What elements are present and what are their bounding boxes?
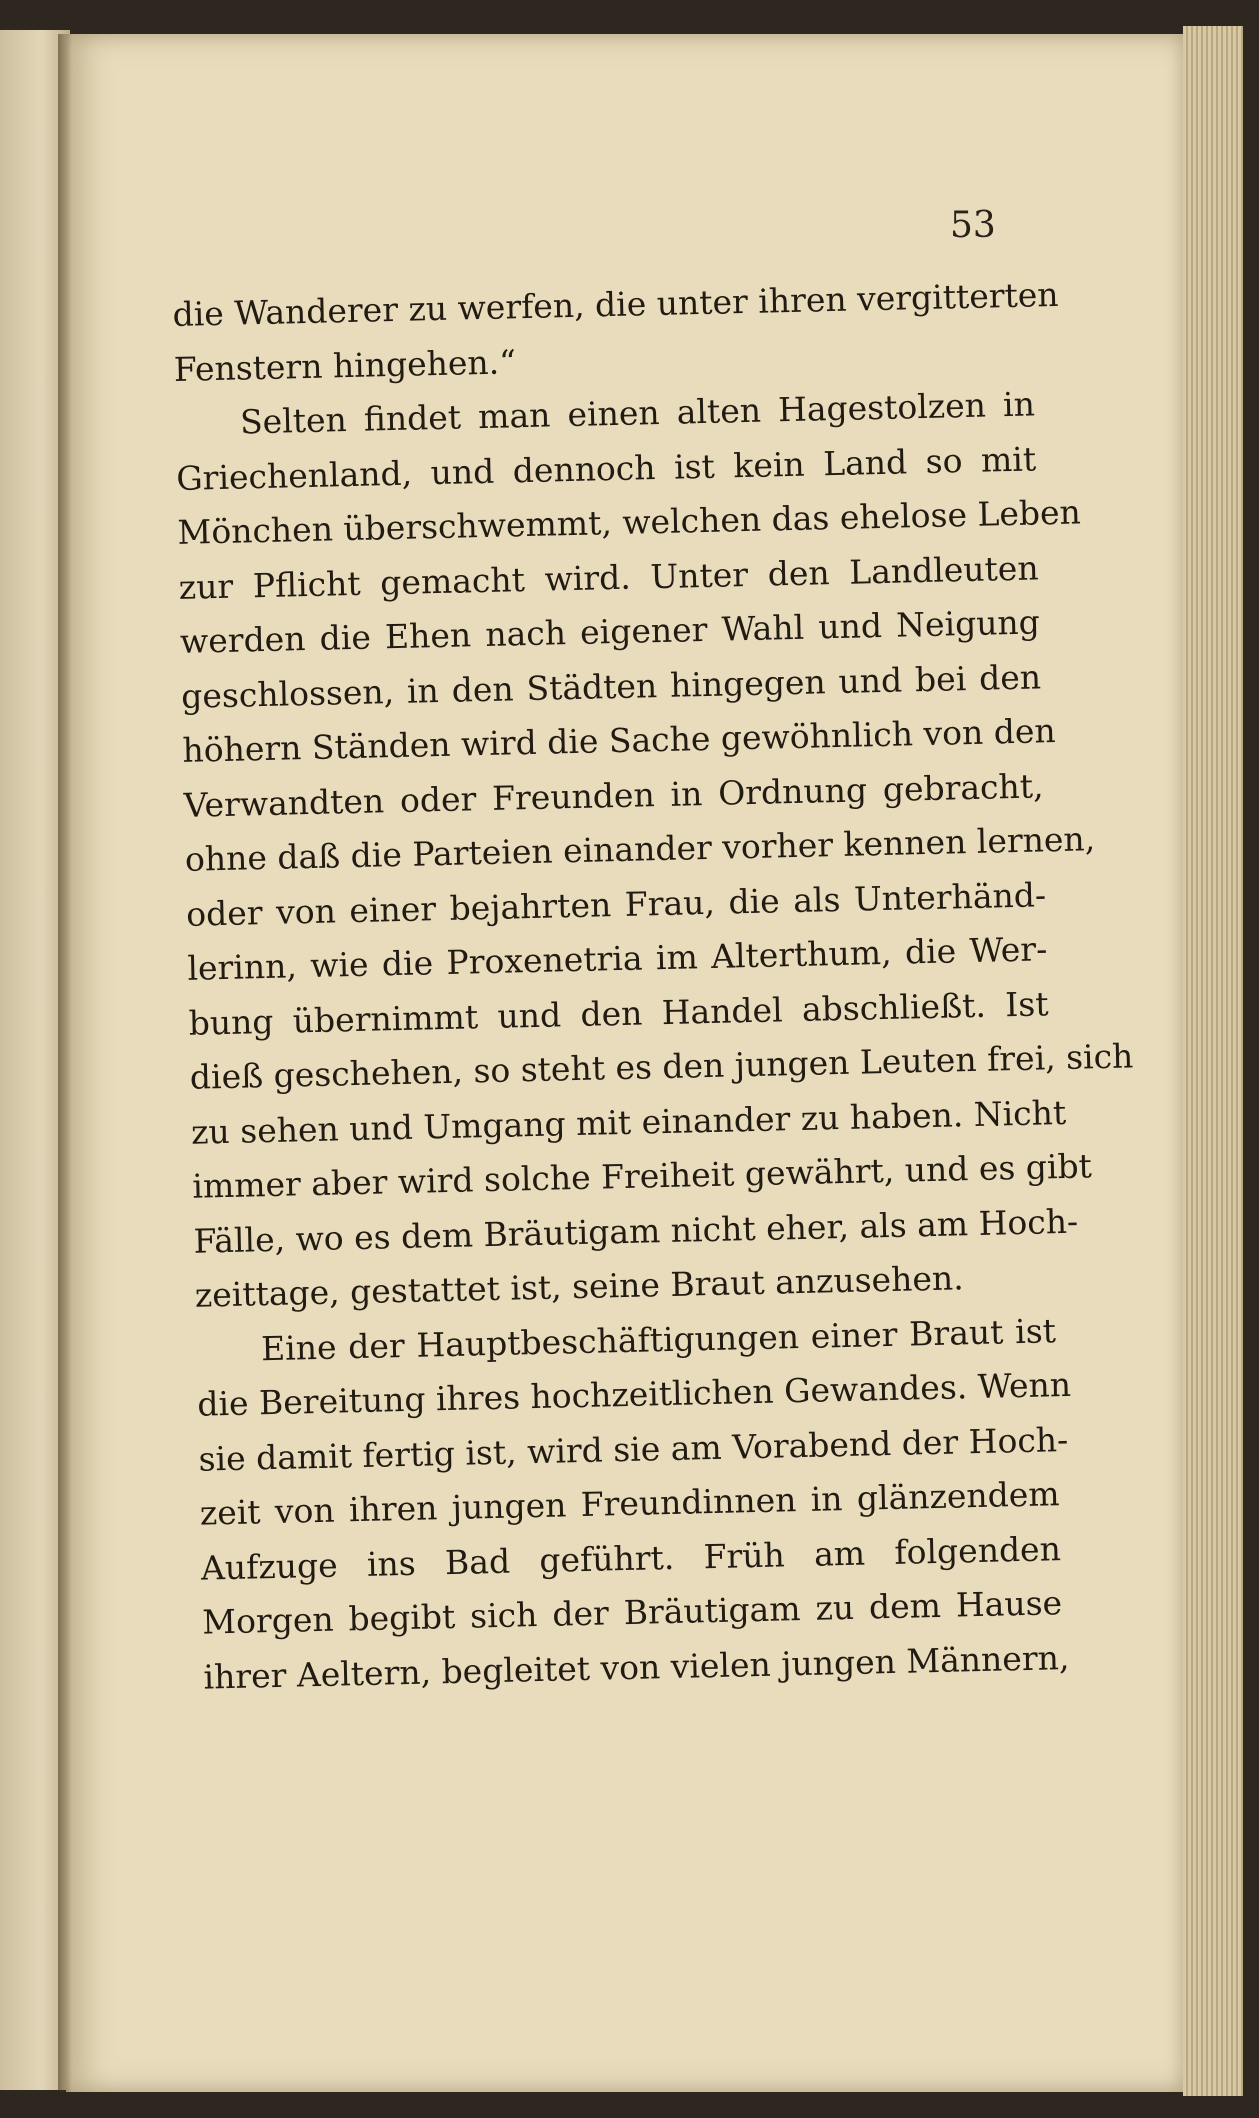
text-line: Verwandten oder Freunden in Ordnung gebracht,: [183, 765, 1044, 825]
text-line: oder von einer bejahrten Frau, die als Unterhänd-: [185, 874, 1047, 934]
text-line: Fälle, wo es dem Bräutigam nicht eher, als am Hoch-: [193, 1201, 1079, 1261]
text-line: Morgen begibt sich der Bräutigam zu dem Hause: [201, 1583, 1063, 1642]
text-line: zur Pflicht gemacht wird. Unter den Landleuten: [178, 547, 1040, 607]
text-line: zu sehen und Umgang mit einander zu haben. Nicht: [190, 1092, 1067, 1152]
text-line: die Bereitung ihres hochzeitlichen Gewandes. Wenn: [196, 1364, 1072, 1424]
text-line: Selten findet man einen alten Hagestolzen in: [239, 384, 1036, 442]
text-line: sie damit fertig ist, wird sie am Vorabend der Hoch-: [198, 1419, 1069, 1479]
text-line: Griechenland, und dennoch ist kein Land so mit: [175, 438, 1037, 498]
text-line: Aufzuge ins Bad geführt. Früh am folgenden: [200, 1528, 1062, 1588]
text-line: bung übernimmt und den Handel abschließt. Ist: [188, 983, 1049, 1043]
text-line: Eine der Hauptbeschäftigungen einer Braut ist: [260, 1310, 1057, 1368]
text-line: zeittage, gestattet ist, seine Braut anzusehen.: [194, 1258, 965, 1315]
text-line: ohne daß die Parteien einander vorher kennen lernen,: [184, 819, 1096, 879]
text-line: lerinn, wie die Proxenetria im Alterthum, die Wer-: [186, 929, 1048, 988]
text-line: höhern Ständen wird die Sache gewöhnlich von den: [182, 711, 1057, 770]
text-line: Fenstern hingehen.“: [173, 341, 517, 389]
text-line: geschlossen, in den Städten hingegen und bei den: [180, 656, 1042, 716]
text-line: dieß geschehen, so steht es den jungen Leuten frei, sich: [189, 1036, 1134, 1097]
text-line: ihrer Aeltern, begleitet von vielen jungen Männern,: [203, 1637, 1070, 1697]
gutter-shadow: [58, 34, 72, 2092]
text-line: die Wanderer zu werfen, die unter ihren vergitterten: [172, 274, 1059, 334]
text-line: immer aber wird solche Freiheit gewährt, und es gibt: [191, 1146, 1093, 1206]
text-line: werden die Ehen nach eigener Wahl und Neigung: [179, 602, 1041, 661]
body-text: [172, 268, 1134, 1704]
text-line: Mönchen überschwemmt, welchen das ehelose Leben: [177, 492, 1082, 552]
text-line: zeit von ihren jungen Freundinnen in glänzendem: [199, 1474, 1061, 1533]
page-fore-edge: [1183, 26, 1243, 2096]
page-number: 53: [950, 205, 996, 246]
